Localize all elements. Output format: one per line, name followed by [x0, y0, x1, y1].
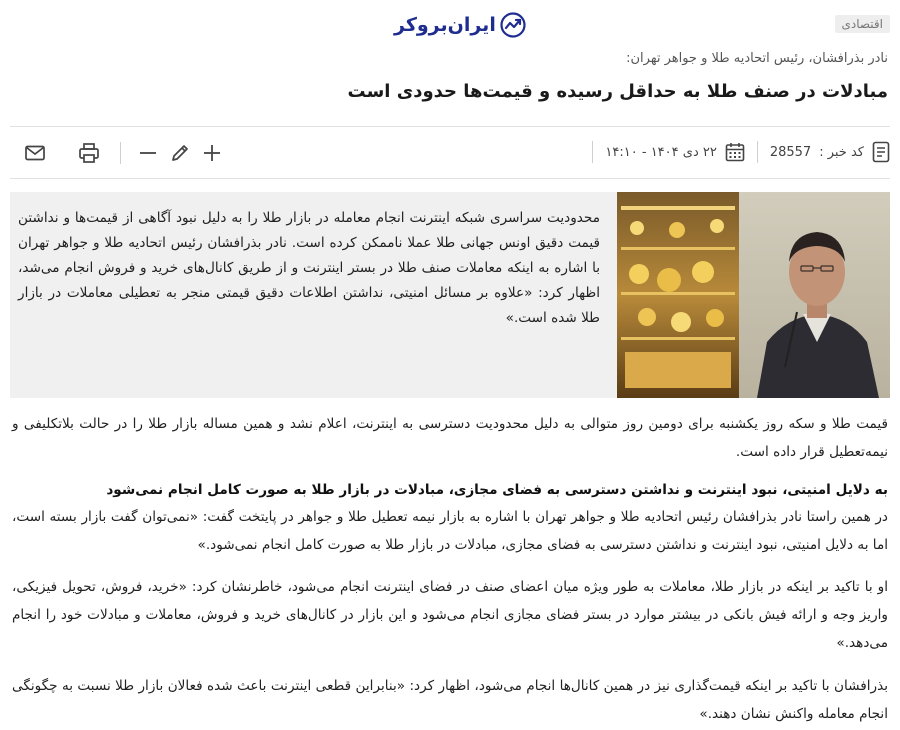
print-button[interactable]: [76, 140, 102, 166]
article-tools: [22, 140, 225, 166]
site-header: [0, 0, 900, 46]
article-meta-bar: [10, 126, 890, 179]
logo-mark-icon: [500, 12, 526, 38]
tools-divider: [120, 142, 121, 164]
category-badge[interactable]: اقتصادی: [835, 15, 891, 33]
minus-icon: [137, 142, 159, 164]
article-headline: مبادلات در صنف طلا به حداقل رسیده و قیمت‌ها حدودی است: [347, 81, 888, 102]
article-lead-text: محدودیت سراسری شبکه اینترنت انجام معامله در بازار طلا را به دلیل نبود آگاهی از قیمت‌ها و نداشتن قیمت دقیق اونس جهانی طلا عملا ناممکن کرده است. نادر بذرافشان رئیس اتحادیه طلا و جواهر تهران با اشاره به اینکه معاملات صنف طلا در بستر اینترنت و از طریق کانال‌های خرید و فروش انجام می‌شد، اظهار کرد: «علاوه بر مسائل امنیتی، نداشتن اطلاعات دقیق قیمتی منجر به تعطیلی معاملات در بازار طلا شده است.»: [18, 210, 600, 326]
article-paragraph: در همین راستا نادر بذرافشان رئیس اتحادیه طلا و جواهر تهران با اشاره به بازار نیمه تعطیل طلا و جواهر در پایتخت گفت: «نمی‌توان گفت بازار بسته است، اما به دلایل امنیتی، نبود اینترنت و نداشتن دسترسی به فضای مجازی، مبادلات در بازار طلا به صورت کامل انجام نمی‌شود.»: [12, 509, 888, 553]
document-icon: [872, 141, 890, 163]
font-increase-button[interactable]: [199, 140, 225, 166]
logo-text: ایران‌بروکر: [394, 14, 496, 36]
article-subheading: به دلایل امنیتی، نبود اینترنت و نداشتن دسترسی به فضای مجازی، مبادلات در بازار طلا به صورت کامل انجام نمی‌شود: [106, 482, 888, 498]
article-paragraph: قیمت طلا و سکه روز یکشنبه برای دومین روز متوالی به دلیل محدودیت دسترسی به اینترنت، اعلام نشد و همین مساله بازار طلا را در حالت بلاتکلیفی و نیمه‌تعطیل قرار داده است.: [12, 416, 888, 460]
meta-divider: [757, 141, 758, 163]
article-lead-box: [10, 192, 890, 398]
plus-icon: [201, 142, 223, 164]
edit-button[interactable]: [167, 140, 193, 166]
calendar-icon: [725, 142, 745, 162]
print-icon: [78, 142, 100, 164]
news-code: 28557: [769, 144, 812, 160]
article-subtitle: نادر بذرافشان، رئیس اتحادیه طلا و جواهر تهران:: [626, 51, 888, 66]
article-lead-image: [617, 192, 890, 398]
mail-icon: [24, 142, 46, 164]
article-meta-info: [588, 141, 890, 163]
font-decrease-button[interactable]: [135, 140, 161, 166]
pencil-icon: [169, 142, 191, 164]
article-paragraph: بذرافشان با تاکید بر اینکه قیمت‌گذاری نیز در همین کانال‌ها انجام می‌شود، اظهار کرد: «بنابراین قطعی اینترنت باعث شده فعالان بازار طلا نسبت به چگونگی انجام معامله واکنش نشان دهند.»: [12, 678, 888, 722]
share-email-button[interactable]: [22, 140, 48, 166]
publish-date: ۲۲ دی ۱۴۰۴ - ۱۴:۱۰: [605, 144, 717, 160]
news-code-label: کد خبر :: [819, 144, 864, 160]
site-logo[interactable]: [394, 12, 526, 38]
article-body: [12, 410, 888, 728]
article-paragraph: او با تاکید بر اینکه در بازار طلا، معاملات به طور ویژه میان اعضای صنف در فضای اینترنت انجام می‌شود، خاطرنشان کرد: «خرید، فروش، تحویل فیزیکی، واریز وجه و ارائه فیش بانکی در بیشتر موارد در بستر فضای مجازی انجام می‌شود و این بازار در کانال‌های خرید و فروش، معاملات و مبادلات خود را انجام می‌دهد.»: [12, 579, 888, 651]
meta-divider: [592, 141, 593, 163]
